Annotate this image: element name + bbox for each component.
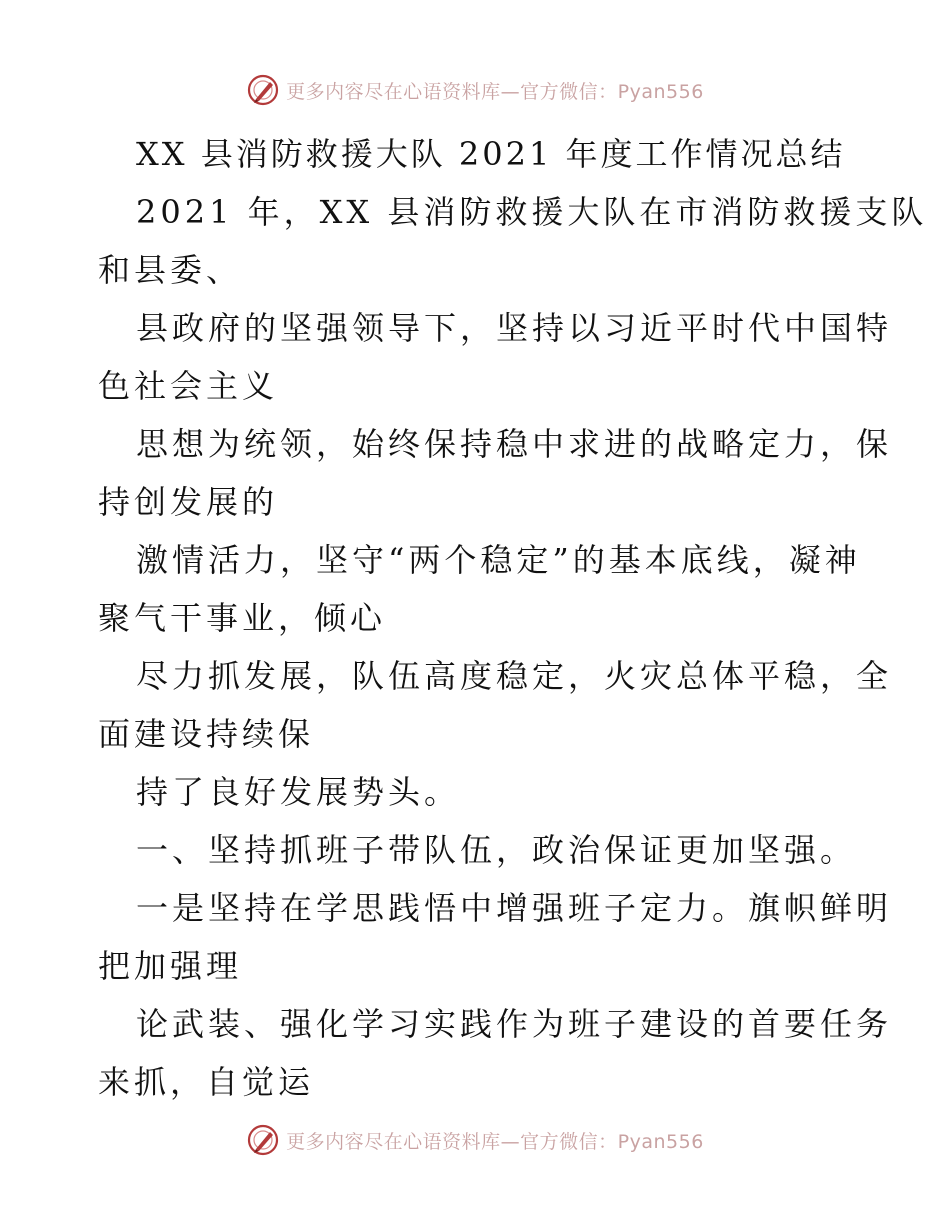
paragraph-line: 2021 年，XX 县消防救援大队在市消防救援支队 [136, 193, 928, 231]
paragraph-line: 激情活力，坚守“两个稳定”的基本底线，凝神 [136, 541, 861, 579]
header-watermark-text: 更多内容尽在心语资料库—官方微信：Pyan556 [286, 80, 704, 103]
footer-watermark-banner [0, 1120, 950, 1160]
paragraph-line: 一是坚持在学思践悟中增强班子定力。旗帜鲜明 [136, 889, 893, 927]
paragraph-line: 论武装、强化学习实践作为班子建设的首要任务 [136, 1005, 893, 1043]
document-body [98, 125, 928, 1111]
footer-watermark-text: 更多内容尽在心语资料库—官方微信：Pyan556 [286, 1130, 704, 1153]
paragraph-line: 把加强理 [98, 947, 243, 985]
header-watermark-banner [0, 70, 950, 110]
paragraph-line: 聚气干事业，倾心 [98, 599, 387, 637]
paragraph-line: 思想为统领，始终保持稳中求进的战略定力，保 [136, 425, 893, 463]
paragraph-line: 持了良好发展势头。 [136, 773, 461, 811]
section-heading: 一、坚持抓班子带队伍，政治保证更加坚强。 [136, 831, 857, 869]
paragraph-line: 色社会主义 [98, 367, 279, 405]
quill-pen-logo-icon [246, 73, 280, 107]
document-title: XX 县消防救援大队 2021 年度工作情况总结 [136, 135, 846, 173]
paragraph-line: 和县委、 [98, 251, 243, 289]
paragraph-line: 尽力抓发展，队伍高度稳定，火灾总体平稳，全 [136, 657, 893, 695]
paragraph-line: 持创发展的 [98, 483, 279, 521]
paragraph-line: 面建设持续保 [98, 715, 315, 753]
paragraph-line: 来抓，自觉运 [98, 1063, 315, 1101]
paragraph-line: 县政府的坚强领导下，坚持以习近平时代中国特 [136, 309, 893, 347]
quill-pen-logo-icon [246, 1123, 280, 1157]
